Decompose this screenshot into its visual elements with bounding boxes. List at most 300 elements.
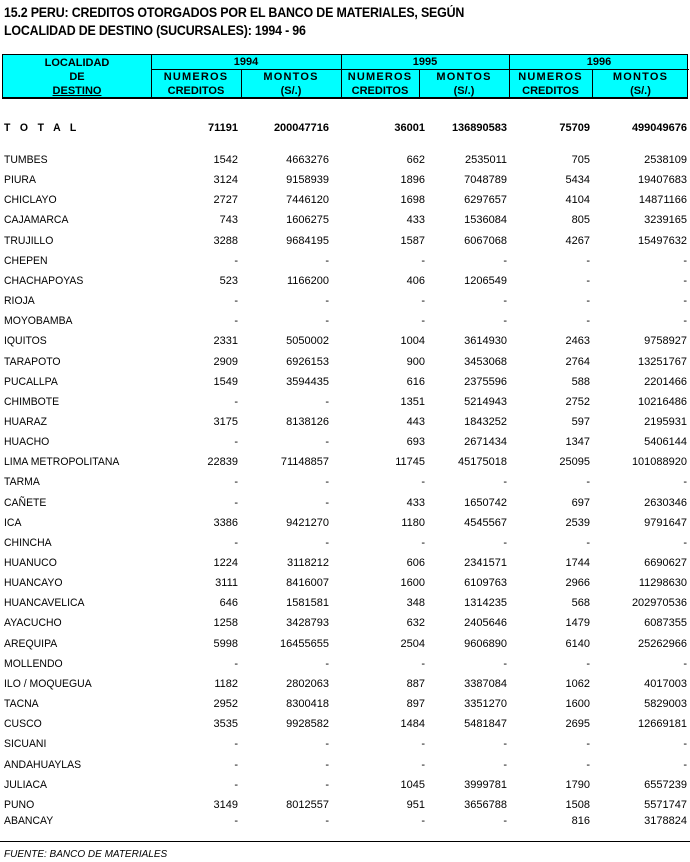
cell-creditos-1996: 4267 [565, 234, 590, 247]
locality-name: ICA [4, 516, 22, 529]
cell-creditos-1995: 887 [406, 677, 425, 690]
cell-creditos-1996: - [586, 758, 590, 771]
cell-montos-1995: 5214943 [464, 395, 507, 408]
header-creditos-1996: CREDITOS [522, 85, 579, 97]
header-montos-1995: MONTOS [436, 71, 492, 83]
locality-name: AREQUIPA [4, 637, 58, 650]
table-header [2, 54, 688, 99]
cell-creditos-1995: 1587 [400, 234, 425, 247]
locality-name: HUARAZ [4, 415, 47, 428]
cell-creditos-1994: 1258 [213, 617, 238, 630]
locality-name: CAJAMARCA [4, 214, 69, 227]
table-row [0, 394, 690, 410]
locality-name: JULIACA [4, 778, 47, 791]
cell-montos-1995: - [503, 476, 507, 489]
table-row [0, 454, 690, 470]
total-montos-1996: 499049676 [631, 122, 687, 134]
cell-creditos-1996: - [586, 295, 590, 308]
cell-montos-1994: 5050002 [286, 335, 329, 348]
locality-name: CHICLAYO [4, 194, 57, 207]
cell-montos-1994: - [325, 315, 329, 328]
locality-name: PUCALLPA [4, 375, 58, 388]
cell-montos-1996: 19407683 [638, 174, 687, 187]
table-row [0, 495, 690, 511]
locality-name: CHIMBOTE [4, 395, 60, 408]
cell-montos-1994: 8012557 [286, 798, 329, 811]
cell-montos-1995: 3387084 [464, 677, 507, 690]
cell-montos-1994: 9421270 [286, 516, 329, 529]
cell-montos-1995: 9606890 [464, 637, 507, 650]
cell-creditos-1994: 2909 [213, 355, 238, 368]
locality-name: LIMA METROPOLITANA [4, 456, 120, 469]
locality-name: TACNA [4, 698, 39, 711]
table-row [0, 595, 690, 611]
table-row [0, 696, 690, 712]
cell-creditos-1996: 2764 [565, 355, 590, 368]
cell-creditos-1994: 22839 [207, 456, 238, 469]
locality-name: TRUJILLO [4, 234, 54, 247]
cell-montos-1994: 9158939 [286, 174, 329, 187]
table-row [0, 555, 690, 571]
locality-name: TUMBES [4, 154, 48, 166]
cell-montos-1994: 8300418 [286, 698, 329, 711]
cell-creditos-1994: - [234, 395, 238, 408]
cell-montos-1994: 3428793 [286, 617, 329, 630]
locality-name: TARMA [4, 476, 40, 489]
cell-montos-1995: 1843252 [464, 415, 507, 428]
cell-creditos-1995: - [421, 738, 425, 751]
cell-creditos-1994: - [234, 315, 238, 328]
cell-montos-1996: 2538109 [644, 154, 687, 166]
locality-name: CUSCO [4, 718, 42, 731]
cell-creditos-1994: - [234, 436, 238, 449]
cell-montos-1994: 1581581 [286, 597, 329, 610]
table-row [0, 615, 690, 631]
cell-creditos-1995: 662 [406, 154, 425, 166]
cell-montos-1996: - [683, 295, 687, 308]
cell-montos-1996: 11298630 [638, 577, 687, 590]
cell-creditos-1996: 4104 [565, 194, 590, 207]
cell-montos-1996: - [683, 315, 687, 328]
cell-montos-1995: 6297657 [464, 194, 507, 207]
cell-montos-1994: - [325, 738, 329, 751]
table-title-line-2: LOCALIDAD DE DESTINO (SUCURSALES): 1994 - 96 [4, 23, 306, 38]
cell-montos-1995: - [503, 315, 507, 328]
cell-creditos-1994: 3288 [213, 234, 238, 247]
header-locality-line-3: DESTINO [52, 85, 102, 97]
locality-name: TARAPOTO [4, 355, 61, 368]
cell-creditos-1996: - [586, 315, 590, 328]
header-numeros-1996: NUMEROS [518, 71, 583, 83]
cell-montos-1996: - [683, 476, 687, 489]
cell-creditos-1995: 2504 [400, 637, 425, 650]
cell-montos-1995: 3614930 [464, 335, 507, 348]
header-numeros-1994: NUMEROS [163, 71, 229, 83]
cell-creditos-1995: 1351 [400, 395, 425, 408]
table-row [0, 736, 690, 752]
cell-creditos-1994: 3386 [213, 516, 238, 529]
cell-creditos-1995: - [421, 758, 425, 771]
cell-creditos-1994: - [234, 814, 238, 827]
cell-montos-1996: - [683, 254, 687, 267]
cell-creditos-1996: 6140 [565, 637, 590, 650]
cell-montos-1994: - [325, 758, 329, 771]
cell-creditos-1995: 1004 [400, 335, 425, 348]
cell-montos-1994: - [325, 395, 329, 408]
cell-montos-1996: 6690627 [644, 557, 687, 569]
cell-montos-1996: 3178824 [644, 814, 687, 827]
locality-name: RIOJA [4, 295, 35, 308]
total-creditos-1996: 75709 [559, 122, 590, 134]
header-locality-line-2: DE [69, 71, 85, 83]
cell-montos-1994: 71148857 [280, 456, 329, 469]
table-row [0, 152, 690, 168]
cell-creditos-1994: 5998 [213, 637, 238, 650]
source-note: FUENTE: BANCO DE MATERIALES [4, 849, 168, 860]
total-montos-1994: 200047716 [273, 122, 329, 134]
header-creditos-1994: CREDITOS [167, 85, 225, 97]
cell-montos-1995: 2535011 [464, 154, 507, 166]
cell-creditos-1994: - [234, 295, 238, 308]
cell-montos-1995: 2405646 [464, 617, 507, 630]
cell-montos-1994: 9684195 [286, 234, 329, 247]
cell-montos-1995: - [503, 657, 507, 670]
cell-creditos-1996: 805 [571, 214, 590, 227]
cell-montos-1994: 8416007 [286, 577, 329, 590]
table-row [0, 716, 690, 732]
locality-name: HUANCAYO [4, 577, 63, 590]
cell-montos-1995: 5481847 [464, 718, 507, 731]
header-year-1994: 1994 [233, 56, 259, 68]
cell-montos-1996: - [683, 758, 687, 771]
cell-creditos-1995: 406 [406, 274, 425, 287]
cell-creditos-1995: 616 [406, 375, 425, 388]
cell-creditos-1994: 1542 [213, 154, 238, 166]
header-soles-1996: (S/.) [630, 85, 651, 97]
cell-montos-1996: 3239165 [644, 214, 687, 227]
cell-montos-1996: 9791647 [644, 516, 687, 529]
cell-creditos-1995: - [421, 536, 425, 549]
cell-creditos-1995: - [421, 315, 425, 328]
cell-creditos-1995: 1484 [400, 718, 425, 731]
cell-montos-1996: 4017003 [644, 677, 687, 690]
cell-montos-1994: 16455655 [280, 637, 329, 650]
cell-montos-1996: 10216486 [638, 395, 687, 408]
cell-montos-1995: 6067068 [464, 234, 507, 247]
cell-creditos-1994: 1182 [214, 677, 238, 690]
footer-rule [0, 841, 690, 842]
locality-name: PIURA [4, 174, 36, 187]
table-row [0, 656, 690, 672]
header-locality-line-1: LOCALIDAD [44, 57, 110, 69]
table-row [0, 233, 690, 249]
cell-montos-1996: 15497632 [638, 234, 687, 247]
cell-creditos-1995: - [421, 814, 425, 827]
cell-montos-1996: 2195931 [644, 415, 687, 428]
cell-creditos-1994: - [234, 254, 238, 267]
locality-name: PUNO [4, 798, 35, 811]
cell-creditos-1995: 1180 [401, 516, 425, 529]
cell-creditos-1996: 705 [571, 154, 590, 166]
cell-creditos-1996: 1479 [565, 617, 590, 630]
cell-montos-1994: 2802063 [286, 677, 329, 690]
cell-creditos-1996: - [586, 254, 590, 267]
cell-creditos-1995: 951 [406, 798, 425, 811]
cell-creditos-1995: 348 [406, 597, 425, 610]
cell-creditos-1996: 5434 [565, 174, 590, 187]
table-row [0, 212, 690, 228]
cell-creditos-1996: 2752 [565, 395, 590, 408]
table-row [0, 192, 690, 208]
cell-montos-1996: 13251767 [638, 355, 687, 368]
cell-montos-1994: - [325, 778, 329, 791]
cell-montos-1996: - [683, 536, 687, 549]
cell-creditos-1996: 568 [571, 597, 590, 610]
header-montos-1994: MONTOS [263, 71, 319, 83]
table-row [0, 636, 690, 652]
cell-montos-1995: 2671434 [464, 436, 507, 449]
cell-montos-1994: - [325, 436, 329, 449]
header-year-1995: 1995 [412, 56, 438, 68]
cell-montos-1996: 25262966 [638, 637, 687, 650]
cell-montos-1996: 6087355 [644, 617, 687, 630]
cell-montos-1994: 3594435 [286, 375, 329, 388]
cell-montos-1995: 3351270 [464, 698, 507, 711]
cell-montos-1996: 101088920 [631, 456, 687, 469]
cell-montos-1996: 202970536 [631, 597, 687, 610]
total-montos-1995: 136890583 [451, 122, 507, 134]
cell-montos-1995: 45175018 [458, 456, 507, 469]
cell-creditos-1995: 606 [406, 557, 425, 569]
cell-creditos-1996: - [586, 657, 590, 670]
locality-name: CHINCHA [4, 536, 52, 549]
cell-creditos-1995: 1698 [400, 194, 425, 207]
cell-montos-1995: 6109763 [464, 577, 507, 590]
cell-creditos-1995: - [421, 476, 425, 489]
table-row [0, 293, 690, 309]
cell-montos-1995: 1314235 [464, 597, 507, 610]
locality-name: AYACUCHO [4, 617, 62, 630]
cell-creditos-1994: 1549 [213, 375, 238, 388]
cell-creditos-1996: 1508 [565, 798, 590, 811]
table-row [0, 273, 690, 289]
cell-montos-1995: 1206549 [464, 274, 507, 287]
cell-montos-1996: 5829003 [644, 698, 687, 711]
table-row [0, 813, 690, 829]
cell-creditos-1996: - [586, 274, 590, 287]
table-row [0, 676, 690, 692]
cell-montos-1996: - [683, 657, 687, 670]
locality-name: CAÑETE [4, 496, 47, 509]
cell-montos-1996: 12669181 [638, 718, 687, 731]
cell-creditos-1994: 3111 [215, 577, 238, 590]
cell-creditos-1994: - [234, 476, 238, 489]
cell-creditos-1994: 646 [219, 597, 238, 610]
cell-creditos-1995: - [421, 657, 425, 670]
cell-creditos-1996: - [586, 536, 590, 549]
cell-montos-1994: - [325, 476, 329, 489]
cell-creditos-1995: 1600 [400, 577, 425, 590]
table-row [0, 434, 690, 450]
cell-creditos-1996: - [586, 738, 590, 751]
cell-montos-1995: - [503, 254, 507, 267]
cell-creditos-1995: 1045 [400, 778, 425, 791]
cell-montos-1996: - [683, 738, 687, 751]
cell-montos-1994: 3118212 [286, 557, 329, 569]
cell-montos-1996: 14871166 [638, 194, 687, 207]
cell-montos-1996: 2201466 [644, 375, 687, 388]
cell-creditos-1994: 2952 [213, 698, 238, 711]
cell-creditos-1996: 1600 [565, 698, 590, 711]
cell-creditos-1995: 433 [406, 214, 425, 227]
cell-montos-1995: - [503, 295, 507, 308]
cell-montos-1995: - [503, 738, 507, 751]
table-row [0, 253, 690, 269]
total-creditos-1995: 36001 [394, 122, 425, 134]
cell-creditos-1995: 433 [406, 496, 425, 509]
cell-creditos-1994: - [234, 536, 238, 549]
cell-creditos-1996: 597 [571, 415, 590, 428]
cell-creditos-1995: 11745 [395, 456, 425, 469]
table-row [0, 575, 690, 591]
header-soles-1995: (S/.) [453, 85, 475, 97]
locality-name: HUANUCO [4, 557, 57, 569]
locality-name: HUACHO [4, 436, 50, 449]
cell-creditos-1996: 1744 [565, 557, 590, 569]
locality-name: ANDAHUAYLAS [4, 758, 82, 771]
cell-creditos-1995: 632 [406, 617, 425, 630]
cell-montos-1995: 1650742 [464, 496, 507, 509]
table-row [0, 474, 690, 490]
header-numeros-1995: NUMEROS [347, 71, 413, 83]
table-row [0, 414, 690, 430]
table-row [0, 374, 690, 390]
cell-creditos-1996: 588 [571, 375, 590, 388]
cell-creditos-1996: 816 [571, 814, 590, 827]
cell-creditos-1994: - [234, 738, 238, 751]
cell-montos-1995: - [503, 814, 507, 827]
cell-creditos-1995: - [421, 254, 425, 267]
table-row [0, 354, 690, 370]
cell-montos-1994: - [325, 295, 329, 308]
cell-creditos-1996: 2539 [565, 516, 590, 529]
cell-creditos-1994: 3175 [213, 415, 238, 428]
cell-montos-1994: 8138126 [286, 415, 329, 428]
cell-creditos-1995: - [421, 295, 425, 308]
cell-creditos-1995: 443 [406, 415, 425, 428]
locality-name: ILO / MOQUEGUA [4, 677, 92, 690]
cell-creditos-1996: 697 [571, 496, 590, 509]
cell-montos-1995: 1536084 [464, 214, 507, 227]
table-row [0, 777, 690, 793]
header-year-1996: 1996 [586, 56, 612, 68]
cell-creditos-1996: 2695 [565, 718, 590, 731]
cell-montos-1995: 2341571 [464, 557, 507, 569]
cell-creditos-1994: 3535 [213, 718, 238, 731]
total-row [0, 120, 690, 136]
cell-creditos-1995: 900 [406, 355, 425, 368]
cell-montos-1994: 7446120 [286, 194, 329, 207]
locality-name: CHACHAPOYAS [4, 274, 84, 287]
cell-creditos-1996: 1790 [565, 778, 590, 791]
cell-creditos-1996: 25095 [559, 456, 590, 469]
cell-montos-1994: - [325, 657, 329, 670]
cell-montos-1994: 9928582 [286, 718, 329, 731]
table-row [0, 313, 690, 329]
locality-name: SICUANI [4, 738, 47, 751]
cell-montos-1994: 4663276 [286, 154, 329, 166]
table-row [0, 757, 690, 773]
table-title-line-1: 15.2 PERU: CREDITOS OTORGADOS POR EL BANCO DE MATERIALES, SEGÚN [4, 5, 465, 20]
cell-montos-1994: 1166200 [286, 274, 329, 287]
table-row [0, 172, 690, 188]
cell-creditos-1994: - [234, 657, 238, 670]
table-row [0, 535, 690, 551]
total-label: T O T A L [4, 122, 80, 134]
table-row [0, 515, 690, 531]
cell-montos-1996: 2630346 [644, 496, 687, 509]
cell-creditos-1996: 2463 [565, 335, 590, 348]
cell-montos-1995: 7048789 [464, 174, 507, 187]
cell-montos-1995: 4545567 [464, 516, 507, 529]
cell-creditos-1994: 523 [219, 274, 238, 287]
cell-creditos-1994: 743 [219, 214, 238, 227]
cell-montos-1994: 1606275 [286, 214, 329, 227]
locality-name: HUANCAVELICA [4, 597, 85, 610]
cell-montos-1996: 5406144 [644, 436, 687, 449]
cell-creditos-1996: 2966 [565, 577, 590, 590]
cell-montos-1995: 2375596 [464, 375, 507, 388]
cell-creditos-1996: 1062 [565, 677, 590, 690]
locality-name: MOYOBAMBA [4, 315, 73, 328]
cell-montos-1995: - [503, 536, 507, 549]
locality-name: ABANCAY [4, 814, 54, 827]
cell-creditos-1994: - [234, 778, 238, 791]
cell-creditos-1994: 1224 [213, 557, 238, 569]
locality-name: IQUITOS [4, 335, 47, 348]
cell-montos-1995: 3453068 [464, 355, 507, 368]
cell-creditos-1995: 897 [406, 698, 425, 711]
cell-montos-1995: - [503, 758, 507, 771]
cell-montos-1995: 3999781 [464, 778, 507, 791]
cell-montos-1994: - [325, 496, 329, 509]
cell-creditos-1996: 1347 [565, 436, 590, 449]
header-creditos-1995: CREDITOS [351, 85, 409, 97]
table-row [0, 333, 690, 349]
cell-creditos-1994: - [234, 496, 238, 509]
locality-name: MOLLENDO [4, 657, 63, 670]
cell-montos-1994: - [325, 254, 329, 267]
cell-montos-1996: 6557239 [644, 778, 687, 791]
cell-montos-1994: - [325, 536, 329, 549]
cell-creditos-1994: - [234, 758, 238, 771]
header-montos-1996: MONTOS [612, 71, 669, 83]
cell-creditos-1996: - [586, 476, 590, 489]
cell-creditos-1994: 3149 [213, 798, 238, 811]
total-creditos-1994: 71191 [208, 122, 238, 134]
table-row [0, 797, 690, 813]
cell-creditos-1994: 2727 [213, 194, 238, 207]
cell-montos-1995: 3656788 [464, 798, 507, 811]
cell-creditos-1994: 3124 [213, 174, 238, 187]
cell-creditos-1994: 2331 [213, 335, 238, 348]
cell-montos-1996: 9758927 [644, 335, 687, 348]
cell-creditos-1995: 693 [406, 436, 425, 449]
header-soles-1994: (S/.) [280, 85, 302, 97]
locality-name: CHEPEN [4, 254, 48, 267]
cell-montos-1994: - [325, 814, 329, 827]
cell-creditos-1995: 1896 [400, 174, 425, 187]
